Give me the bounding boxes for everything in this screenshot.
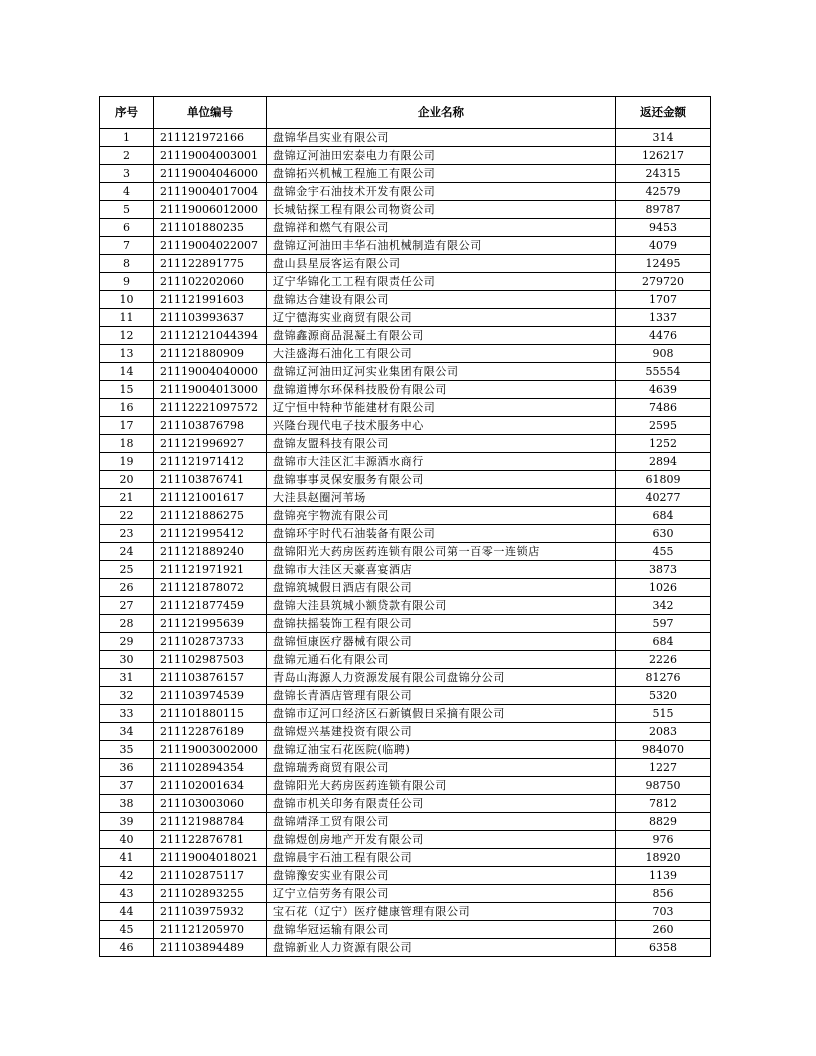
cell-company-name: 盘锦事事灵保安服务有限公司 (267, 471, 616, 489)
cell-unit-code: 211102873733 (154, 633, 267, 651)
cell-serial: 45 (100, 921, 154, 939)
cell-company-name: 辽宁德海实业商贸有限公司 (267, 309, 616, 327)
cell-company-name: 盘锦金宇石油技术开发有限公司 (267, 183, 616, 201)
cell-serial: 29 (100, 633, 154, 651)
table-row (100, 273, 711, 291)
cell-serial: 33 (100, 705, 154, 723)
cell-company-name: 盘锦拓兴机械工程施工有限公司 (267, 165, 616, 183)
cell-company-name: 盘锦辽河油田宏泰电力有限公司 (267, 147, 616, 165)
cell-unit-code: 211103975932 (154, 903, 267, 921)
cell-refund-amount: 1139 (616, 867, 711, 885)
table-row (100, 309, 711, 327)
cell-unit-code: 211103876798 (154, 417, 267, 435)
cell-refund-amount: 4639 (616, 381, 711, 399)
table-row (100, 669, 711, 687)
cell-serial: 17 (100, 417, 154, 435)
cell-unit-code: 211101880115 (154, 705, 267, 723)
cell-unit-code: 211121971412 (154, 453, 267, 471)
cell-refund-amount: 18920 (616, 849, 711, 867)
table-header-row (100, 97, 711, 129)
table-row (100, 363, 711, 381)
cell-unit-code: 21119004017004 (154, 183, 267, 201)
cell-unit-code: 211121880909 (154, 345, 267, 363)
cell-unit-code: 211121877459 (154, 597, 267, 615)
col-header-unit-code: 单位编号 (154, 97, 267, 129)
table-row (100, 129, 711, 147)
cell-company-name: 盘锦阳光大药房医药连锁有限公司第一百零一连锁店 (267, 543, 616, 561)
table-row (100, 741, 711, 759)
cell-refund-amount: 1227 (616, 759, 711, 777)
cell-unit-code: 211102893255 (154, 885, 267, 903)
cell-unit-code: 21119004018021 (154, 849, 267, 867)
cell-unit-code: 211103876157 (154, 669, 267, 687)
cell-company-name: 宝石花（辽宁）医疗健康管理有限公司 (267, 903, 616, 921)
cell-serial: 10 (100, 291, 154, 309)
cell-serial: 36 (100, 759, 154, 777)
cell-company-name: 盘锦辽河油田丰华石油机械制造有限公司 (267, 237, 616, 255)
cell-company-name: 兴隆台现代电子技术服务中心 (267, 417, 616, 435)
cell-unit-code: 211103876741 (154, 471, 267, 489)
cell-company-name: 盘锦瑞秀商贸有限公司 (267, 759, 616, 777)
table-row (100, 345, 711, 363)
cell-unit-code: 21119004013000 (154, 381, 267, 399)
cell-unit-code: 211103003060 (154, 795, 267, 813)
cell-company-name: 大洼盛海石油化工有限公司 (267, 345, 616, 363)
table-row (100, 831, 711, 849)
table-row (100, 471, 711, 489)
cell-unit-code: 211102987503 (154, 651, 267, 669)
cell-company-name: 盘锦市机关印务有限责任公司 (267, 795, 616, 813)
cell-refund-amount: 6358 (616, 939, 711, 957)
table-row (100, 651, 711, 669)
cell-refund-amount: 3873 (616, 561, 711, 579)
table-row (100, 885, 711, 903)
cell-unit-code: 211121972166 (154, 129, 267, 147)
cell-serial: 16 (100, 399, 154, 417)
cell-unit-code: 211102001634 (154, 777, 267, 795)
cell-company-name: 盘山县星辰客运有限公司 (267, 255, 616, 273)
cell-refund-amount: 1707 (616, 291, 711, 309)
table-row (100, 291, 711, 309)
table-row (100, 237, 711, 255)
cell-company-name: 青岛山海源人力资源发展有限公司盘锦分公司 (267, 669, 616, 687)
cell-serial: 20 (100, 471, 154, 489)
cell-refund-amount: 4079 (616, 237, 711, 255)
cell-unit-code: 211121001617 (154, 489, 267, 507)
cell-serial: 2 (100, 147, 154, 165)
cell-refund-amount: 42579 (616, 183, 711, 201)
table-row (100, 903, 711, 921)
cell-serial: 28 (100, 615, 154, 633)
cell-refund-amount: 630 (616, 525, 711, 543)
col-header-serial: 序号 (100, 97, 154, 129)
cell-refund-amount: 7486 (616, 399, 711, 417)
cell-refund-amount: 9453 (616, 219, 711, 237)
cell-unit-code: 21119004046000 (154, 165, 267, 183)
table-row (100, 795, 711, 813)
table-row (100, 777, 711, 795)
cell-company-name: 盘锦友盟科技有限公司 (267, 435, 616, 453)
cell-serial: 26 (100, 579, 154, 597)
cell-company-name: 盘锦筑城假日酒店有限公司 (267, 579, 616, 597)
cell-company-name: 盘锦新业人力资源有限公司 (267, 939, 616, 957)
cell-refund-amount: 40277 (616, 489, 711, 507)
cell-refund-amount: 260 (616, 921, 711, 939)
table-row (100, 525, 711, 543)
cell-serial: 13 (100, 345, 154, 363)
cell-serial: 24 (100, 543, 154, 561)
cell-refund-amount: 2083 (616, 723, 711, 741)
cell-company-name: 盘锦晨宇石油工程有限公司 (267, 849, 616, 867)
cell-unit-code: 211121995639 (154, 615, 267, 633)
cell-serial: 38 (100, 795, 154, 813)
cell-unit-code: 211121889240 (154, 543, 267, 561)
cell-company-name: 辽宁恒中特种节能建材有限公司 (267, 399, 616, 417)
cell-serial: 39 (100, 813, 154, 831)
cell-serial: 25 (100, 561, 154, 579)
cell-serial: 46 (100, 939, 154, 957)
cell-unit-code: 21119004022007 (154, 237, 267, 255)
cell-company-name: 盘锦靖泽工贸有限公司 (267, 813, 616, 831)
cell-company-name: 辽宁华锦化工工程有限责任公司 (267, 273, 616, 291)
table-body (100, 129, 711, 957)
cell-company-name: 盘锦煜创房地产开发有限公司 (267, 831, 616, 849)
cell-serial: 12 (100, 327, 154, 345)
cell-serial: 15 (100, 381, 154, 399)
cell-unit-code: 211102875117 (154, 867, 267, 885)
cell-refund-amount: 314 (616, 129, 711, 147)
table-row (100, 633, 711, 651)
cell-company-name: 盘锦煜兴基建投资有限公司 (267, 723, 616, 741)
cell-refund-amount: 2595 (616, 417, 711, 435)
cell-serial: 1 (100, 129, 154, 147)
cell-unit-code: 211121878072 (154, 579, 267, 597)
cell-serial: 5 (100, 201, 154, 219)
table-row (100, 147, 711, 165)
cell-unit-code: 21112121044394 (154, 327, 267, 345)
cell-unit-code: 211102894354 (154, 759, 267, 777)
cell-refund-amount: 5320 (616, 687, 711, 705)
table-row (100, 219, 711, 237)
cell-refund-amount: 684 (616, 633, 711, 651)
cell-company-name: 盘锦辽河油田辽河实业集团有限公司 (267, 363, 616, 381)
cell-unit-code: 211121205970 (154, 921, 267, 939)
table-row (100, 615, 711, 633)
cell-refund-amount: 1252 (616, 435, 711, 453)
cell-refund-amount: 126217 (616, 147, 711, 165)
table-row (100, 597, 711, 615)
cell-company-name: 盘锦元通石化有限公司 (267, 651, 616, 669)
cell-serial: 21 (100, 489, 154, 507)
table-row (100, 435, 711, 453)
table-row (100, 561, 711, 579)
cell-unit-code: 21119004003001 (154, 147, 267, 165)
cell-serial: 31 (100, 669, 154, 687)
cell-unit-code: 211103894489 (154, 939, 267, 957)
cell-serial: 8 (100, 255, 154, 273)
cell-serial: 42 (100, 867, 154, 885)
cell-unit-code: 211102202060 (154, 273, 267, 291)
cell-unit-code: 211122876781 (154, 831, 267, 849)
cell-company-name: 盘锦祥和燃气有限公司 (267, 219, 616, 237)
table-row (100, 543, 711, 561)
cell-refund-amount: 856 (616, 885, 711, 903)
cell-refund-amount: 24315 (616, 165, 711, 183)
table-row (100, 705, 711, 723)
cell-refund-amount: 61809 (616, 471, 711, 489)
cell-serial: 40 (100, 831, 154, 849)
table-row (100, 381, 711, 399)
cell-company-name: 盘锦市辽河口经济区石新镇假日采摘有限公司 (267, 705, 616, 723)
table-row (100, 453, 711, 471)
table-row (100, 939, 711, 957)
cell-company-name: 盘锦市大洼区汇丰源酒水商行 (267, 453, 616, 471)
cell-company-name: 盘锦阳光大药房医药连锁有限公司 (267, 777, 616, 795)
cell-refund-amount: 684 (616, 507, 711, 525)
cell-unit-code: 211121988784 (154, 813, 267, 831)
cell-company-name: 辽宁立信劳务有限公司 (267, 885, 616, 903)
table-row (100, 687, 711, 705)
cell-company-name: 大洼县赵圈河苇场 (267, 489, 616, 507)
cell-unit-code: 211103993637 (154, 309, 267, 327)
table-row (100, 489, 711, 507)
cell-unit-code: 211103974539 (154, 687, 267, 705)
cell-refund-amount: 2894 (616, 453, 711, 471)
cell-refund-amount: 4476 (616, 327, 711, 345)
table-row (100, 867, 711, 885)
cell-unit-code: 21119006012000 (154, 201, 267, 219)
cell-refund-amount: 7812 (616, 795, 711, 813)
table-row (100, 759, 711, 777)
cell-serial: 6 (100, 219, 154, 237)
cell-serial: 19 (100, 453, 154, 471)
cell-serial: 43 (100, 885, 154, 903)
cell-unit-code: 21112221097572 (154, 399, 267, 417)
cell-serial: 30 (100, 651, 154, 669)
table-row (100, 183, 711, 201)
table-row (100, 813, 711, 831)
cell-serial: 11 (100, 309, 154, 327)
cell-refund-amount: 81276 (616, 669, 711, 687)
cell-unit-code: 211121991603 (154, 291, 267, 309)
cell-company-name: 盘锦豫安实业有限公司 (267, 867, 616, 885)
cell-refund-amount: 597 (616, 615, 711, 633)
table-row (100, 399, 711, 417)
cell-serial: 14 (100, 363, 154, 381)
table-row (100, 165, 711, 183)
table-row (100, 327, 711, 345)
cell-serial: 34 (100, 723, 154, 741)
cell-refund-amount: 12495 (616, 255, 711, 273)
cell-unit-code: 211101880235 (154, 219, 267, 237)
cell-serial: 9 (100, 273, 154, 291)
cell-company-name: 盘锦长青酒店管理有限公司 (267, 687, 616, 705)
cell-unit-code: 211121995412 (154, 525, 267, 543)
cell-unit-code: 211121996927 (154, 435, 267, 453)
cell-company-name: 盘锦鑫源商品混凝土有限公司 (267, 327, 616, 345)
cell-unit-code: 211122876189 (154, 723, 267, 741)
cell-serial: 32 (100, 687, 154, 705)
col-header-company-name: 企业名称 (267, 97, 616, 129)
cell-company-name: 盘锦恒康医疗器械有限公司 (267, 633, 616, 651)
cell-company-name: 盘锦达合建设有限公司 (267, 291, 616, 309)
cell-refund-amount: 1026 (616, 579, 711, 597)
cell-company-name: 长城钻探工程有限公司物资公司 (267, 201, 616, 219)
cell-refund-amount: 89787 (616, 201, 711, 219)
cell-serial: 37 (100, 777, 154, 795)
cell-company-name: 盘锦华昌实业有限公司 (267, 129, 616, 147)
cell-refund-amount: 703 (616, 903, 711, 921)
cell-serial: 18 (100, 435, 154, 453)
cell-refund-amount: 55554 (616, 363, 711, 381)
cell-company-name: 盘锦扶摇装饰工程有限公司 (267, 615, 616, 633)
cell-refund-amount: 984070 (616, 741, 711, 759)
cell-unit-code: 211121886275 (154, 507, 267, 525)
table-row (100, 579, 711, 597)
cell-serial: 23 (100, 525, 154, 543)
table-row (100, 921, 711, 939)
table-row (100, 849, 711, 867)
cell-refund-amount: 342 (616, 597, 711, 615)
cell-serial: 4 (100, 183, 154, 201)
cell-refund-amount: 1337 (616, 309, 711, 327)
cell-serial: 22 (100, 507, 154, 525)
cell-refund-amount: 8829 (616, 813, 711, 831)
table-row (100, 255, 711, 273)
cell-company-name: 盘锦大洼县筑城小额贷款有限公司 (267, 597, 616, 615)
cell-refund-amount: 98750 (616, 777, 711, 795)
cell-company-name: 盘锦道博尔环保科技股份有限公司 (267, 381, 616, 399)
table-row (100, 201, 711, 219)
cell-serial: 7 (100, 237, 154, 255)
cell-refund-amount: 908 (616, 345, 711, 363)
cell-serial: 35 (100, 741, 154, 759)
cell-unit-code: 211121971921 (154, 561, 267, 579)
table-row (100, 507, 711, 525)
table-row (100, 417, 711, 435)
cell-company-name: 盘锦华冠运输有限公司 (267, 921, 616, 939)
cell-refund-amount: 455 (616, 543, 711, 561)
cell-unit-code: 21119003002000 (154, 741, 267, 759)
cell-serial: 44 (100, 903, 154, 921)
cell-refund-amount: 2226 (616, 651, 711, 669)
cell-company-name: 盘锦辽油宝石花医院(临聘) (267, 741, 616, 759)
cell-company-name: 盘锦亮宇物流有限公司 (267, 507, 616, 525)
cell-unit-code: 21119004040000 (154, 363, 267, 381)
refund-table (99, 96, 711, 957)
cell-refund-amount: 515 (616, 705, 711, 723)
cell-serial: 3 (100, 165, 154, 183)
cell-company-name: 盘锦市大洼区天豪喜宴酒店 (267, 561, 616, 579)
cell-company-name: 盘锦环宇时代石油装备有限公司 (267, 525, 616, 543)
cell-unit-code: 211122891775 (154, 255, 267, 273)
cell-refund-amount: 279720 (616, 273, 711, 291)
cell-serial: 27 (100, 597, 154, 615)
col-header-refund-amount: 返还金额 (616, 97, 711, 129)
cell-serial: 41 (100, 849, 154, 867)
cell-refund-amount: 976 (616, 831, 711, 849)
table-row (100, 723, 711, 741)
